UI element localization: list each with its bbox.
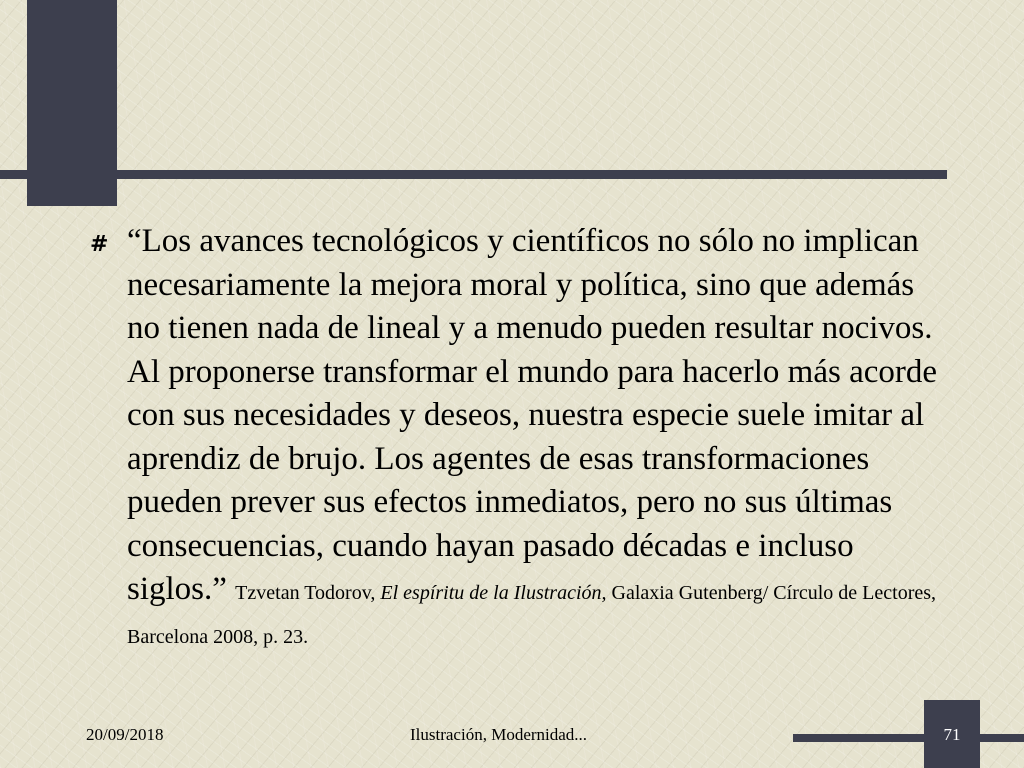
footer-title: Ilustración, Modernidad...: [410, 725, 588, 744]
footer-date: 20/09/2018: [86, 725, 164, 744]
decorative-line-top: [0, 170, 947, 179]
citation-author: Tzvetan Todorov,: [235, 582, 376, 604]
hash-bullet-icon: #: [90, 232, 109, 257]
citation-publisher: Galaxia Gutenberg/ Círculo de Lectores, Barcelona 2008, p. 23.: [127, 582, 937, 648]
decorative-line-bottom: [793, 734, 1024, 742]
page-number: 71: [943, 725, 961, 744]
slide-content: [90, 220, 940, 655]
quote-text: “Los avances tecnológicos y científicos no sólo no implican necesariamente la mejora moral y política, sino que además no tienen nada de lineal y a menudo pueden resultar nocivos. Al proponerse transformar el mundo para hacerlo más acorde con sus necesidades y deseos, nuestra especie suele imitar al aprendiz de brujo. Los agentes de esas transformaciones pueden prever sus efectos inmediatos, pero no sus últimas consecuencias, cuando hayan pasado décadas e incluso siglos.”: [127, 223, 937, 607]
citation: [127, 582, 936, 648]
citation-work: El espíritu de la Ilustración,: [380, 582, 607, 604]
quote-paragraph: [127, 220, 940, 655]
